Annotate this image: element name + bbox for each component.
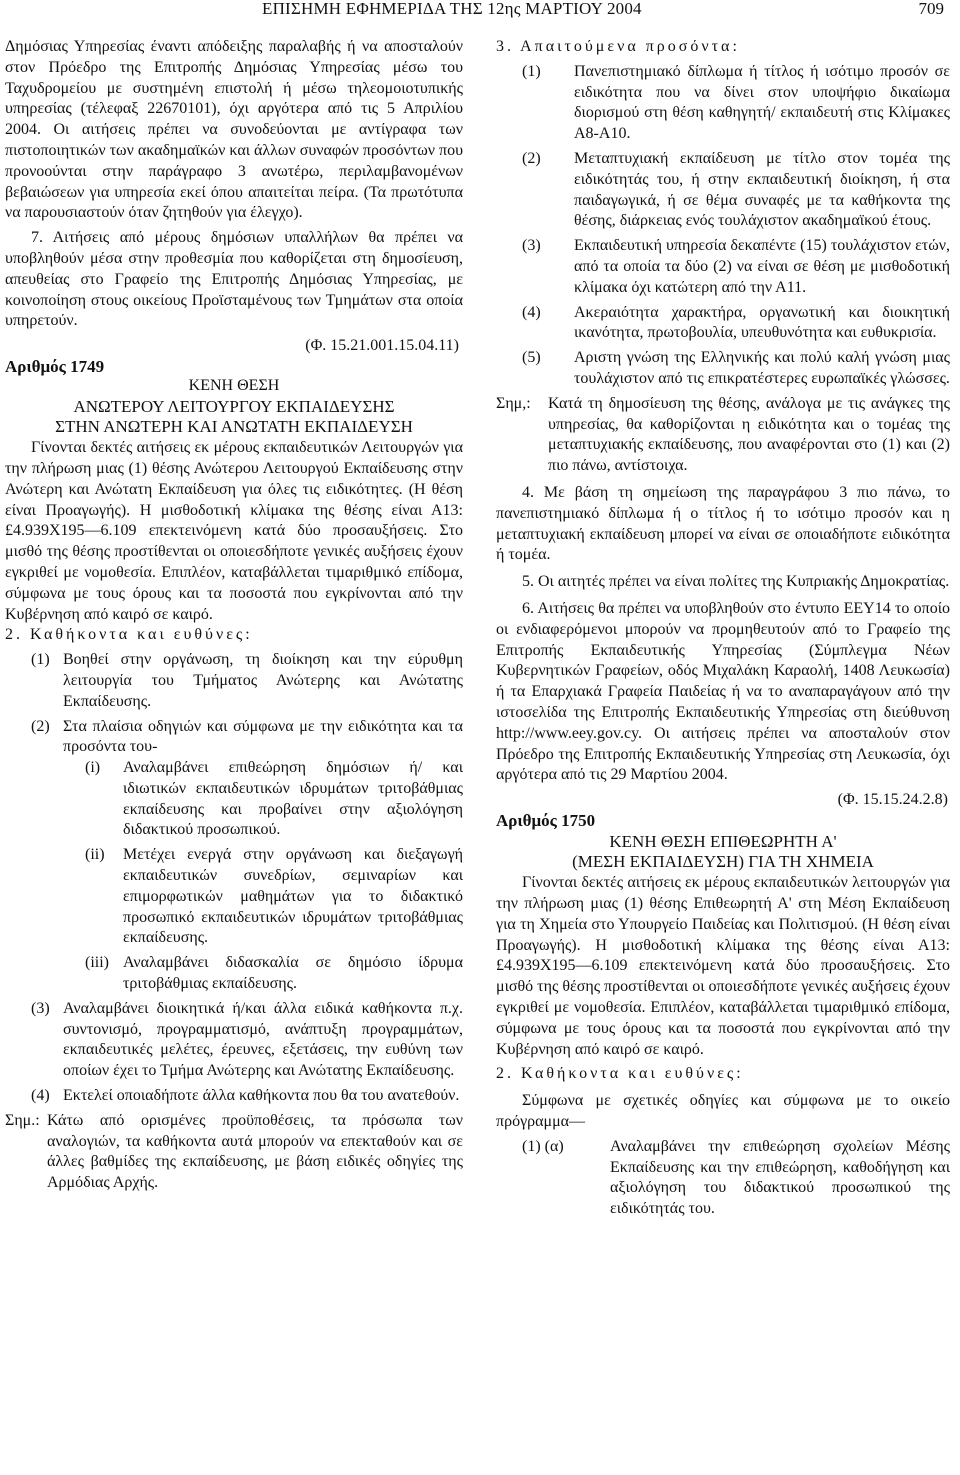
duties-heading: 2. Καθήκοντα και ευθύνες: [5, 626, 253, 644]
item-text: Αναλαμβάνει διοικητικά ή/και άλλα ειδικά καθήκοντα π.χ. συντονισμό, προγραμματισμό, ανάπτυξη προγραμμάτων, εκπαιδευτικές μελέτες, έρευνες, εξετάσεις, την ευθύνη των οποίων έχει το Τμήμα Ανώτερης και Ανώτατης Εκπαίδευσης. [63, 999, 463, 1080]
item-label: (2) [522, 149, 541, 167]
paragraph-7: 7. Αιτήσεις από μέρους δημόσιων υπαλλήλων θα πρέπει να υποβληθούν μέσα στην προθεσμία που καθορίζεται στη δημοσίευση, απευθείας στο Γραφείο της Επιτροπής Δημόσιας Υπηρεσίας, με κοινοποίηση στους οικείους Προϊσταμένους των Τμημάτων στα οποία υπηρετούν. [5, 229, 463, 330]
note-text: Κατά τη δημοσίευση της θέσης, ανάλογα με τις ανάγκες της υπηρεσίας, θα καθορίζονται η ειδικότητα και ο τομέας της μεταπτυχιακής εκπαίδευσης, που αναφέρονται στο (1) και (2) πιο πάνω, αντίστοιχα. [548, 394, 950, 475]
item-text: Εκπαιδευτική υπηρεσία δεκαπέντε (15) τουλάχιστον ετών, από τα οποία τα δύο (2) να είναι σε θέση με μισθοδοτική κλίμακα όχι κατώτερη από την Α11. [574, 237, 950, 296]
item-label: (iii) [85, 954, 109, 972]
heading-vacancy: ΚΕΝΗ ΘΕΣΗ [188, 376, 280, 394]
page-number: 709 [918, 0, 944, 18]
left-column [5, 37, 463, 1194]
duty-item [5, 717, 463, 759]
item-text: Αναλαμβάνει την επιθεώρηση σχολείων Μέσης Εκπαίδευσης και την επιθεώρηση, καθοδήγηση και αξιολόγηση του διδακτικού προσωπικού της ειδικότητάς του. [610, 1137, 950, 1218]
qualification-item [496, 62, 950, 145]
paragraph-5: 5. Οι αιτητές πρέπει να είναι πολίτες της Κυπριακής Δημοκρατίας. [522, 573, 950, 591]
qualifications-heading: 3. Απαιτούμενα προσόντα: [496, 38, 740, 55]
intro-paragraph: Γίνονται δεκτές αιτήσεις εκ μέρους εκπαιδευτικών λειτουργών για την πλήρωση μιας (1) θέσης Επιθεωρητή Α' στη Μέση Εκπαίδευση για τη Χημεία στο Υπουργείο Παιδείας και Πολιτισμού. (Η θέση είναι Προαγωγής). Η μισθοδοτική κλίμακα της θέσης είναι Α13: £4.939Χ195—6.109 επεκτεινόμενη κατά δύο προσαυξήσεις. Στο μισθό της θέσης προστίθενται οι οποιεσδήποτε γενικές αυξήσεις έχουν εγκριθεί με νομοθεσία. Επιπλέον, καταβάλλεται τιμαριθμικό επίδομα, σύμφωνα με τους όρους και τα ποσοστά που εγκρίνονται από την Κυβέρνηση από καιρό σε καιρό. [496, 874, 950, 1058]
item-text: Στα πλαίσια οδηγιών και σύμφωνα με την ειδικότητα και τα προσόντα του- [63, 717, 463, 756]
qualification-item [496, 348, 950, 390]
right-column [496, 37, 950, 1220]
item-text: Ακεραιότητα χαρακτήρα, οργανωτική και διοικητική ικανότητα, πρωτοβουλία, υπευθυνότητα και ευθυκρισία. [574, 303, 950, 342]
duties-intro: Σύμφωνα με σχετικές οδηγίες και σύμφωνα με το οικείο πρόγραμμα— [496, 1092, 950, 1131]
note [5, 1111, 463, 1194]
note-label: Σημ,: [496, 394, 531, 412]
duty-subitem [5, 845, 463, 949]
gazette-title: ΕΠΙΣΗΜΗ ΕΦΗΜΕΡΙΔΑ ΤΗΣ 12ης ΜΑΡΤΙΟΥ 2004 [262, 0, 642, 18]
file-reference: (Φ. 15.21.001.15.04.11) [305, 337, 459, 355]
item-label: (3) [31, 999, 50, 1017]
item-label: (5) [522, 349, 541, 367]
item-label: (i) [85, 759, 101, 777]
duties-heading: 2. Καθήκοντα και ευθύνες: [496, 1065, 744, 1083]
item-text: Μετέχει ενεργά στην οργάνωση και διεξαγωγή εκπαιδευτικών συνεδρίων, σεμιναρίων και επιμορφωτικών μαθημάτων για το διδακτικό προσωπικό εκπαιδευτικών ιδρυμάτων τριτοβάθμιας εκπαίδευσης. [123, 846, 463, 947]
duty-item [5, 1086, 463, 1107]
duty-item [5, 650, 463, 712]
notice-number: Αριθμός 1749 [5, 356, 105, 376]
heading-level: ΣΤΗΝ ΑΝΩΤΕΡΗ ΚΑΙ ΑΝΩΤΑΤΗ ΕΚΠΑΙΔΕΥΣΗ [55, 417, 413, 437]
item-label: (4) [522, 303, 541, 321]
note-label: Σημ.: [5, 1111, 40, 1129]
paragraph-continuation: Δημόσιας Υπηρεσίας έναντι απόδειξης παραλαβής ή να αποσταλούν στον Πρόεδρο της Επιτροπής Δημόσιας Υπηρεσίας μέσω του Ταχυδρομείου με συστημένη επιστολή ή μέσω τηλεομοιοτυπικής υπηρεσίας (τέλεφαξ 22670101), όχι αργότερα από τις 5 Απριλίου 2004. Οι αιτήσεις πρέπει να συνοδεύονται με αντίγραφα των πιστοποιητικών των ακαδημαϊκών και άλλων συναφών προσόντων που προνοούνται στην παράγραφο 3 ανωτέρω, περιλαμβανομένων βεβαιώσεων για υπηρεσία εκεί όπου απαιτείται πείρα. (Τα πρωτότυπα να παρουσιαστούν όταν ζητηθούν για έλεγχο). [5, 38, 463, 222]
duty-item [496, 1137, 950, 1220]
qualification-item [496, 149, 950, 232]
qualification-item [496, 303, 950, 345]
item-label: (2) [31, 717, 50, 735]
duty-subitem [5, 758, 463, 841]
item-text: Αναλαμβάνει διδασκαλία σε δημόσιο ίδρυμα τριτοβάθμιας εκπαίδευσης. [123, 954, 463, 993]
note [496, 394, 950, 477]
item-label: (4) [31, 1087, 50, 1105]
item-text: Εκτελεί οποιαδήποτε άλλα καθήκοντα που θα του ανατεθούν. [63, 1087, 460, 1105]
paragraph-4: 4. Με βάση τη σημείωση της παραγράφου 3 πιο πάνω, το πανεπιστημιακό δίπλωμα ή ο τίτλος ή το ισότιμο προσόν και η μεταπτυχιακή εκπαίδευση μπορεί να είναι σε οποιαδήποτε ειδικότητα ή τομέα. [496, 483, 950, 564]
item-text: Μεταπτυχιακή εκπαίδευση με τίτλο στον τομέα της ειδικότητάς του, ή στην εκπαιδευτική διοίκηση, ή στα παιδαγωγικά, ή σε θέμα συναφές με τα καθήκοντα της θέσης, διάρκειας ενός τουλάχιστον ακαδημαϊκού έτους. [574, 149, 950, 230]
item-label: (1) (α) [522, 1137, 564, 1155]
notice-number: Αριθμός 1750 [496, 810, 596, 830]
file-reference: (Φ. 15.15.24.2.8) [837, 791, 948, 809]
item-label: (1) [522, 62, 541, 80]
intro-paragraph: Γίνονται δεκτές αιτήσεις εκ μέρους εκπαιδευτικών Λειτουργών για την πλήρωση μιας (1) θέσης Ανώτερου Λειτουργού Εκπαίδευσης στην Ανώτερη και Ανώτατη Εκπαίδευση για όλες τις ειδικότητες. (Η θέση είναι Προαγωγής). Η μισθοδοτική κλίμακα της θέσης είναι Α13: £4.939Χ195—6.109 επεκτεινόμενη κατά δύο προσαυξήσεις. Στο μισθό της θέσης προστίθενται οι οποιεσδήποτε γενικές αυξήσεις έχουν εγκριθεί με νομοθεσία. Επιπλέον, καταβάλλεται τιμαριθμικό επίδομα, σύμφωνα με τους όρους και τα ποσοστά που εγκρίνονται από την Κυβέρνηση από καιρό σε καιρό. [5, 439, 463, 623]
heading-level: (ΜΕΣΗ ΕΚΠΑΙΔΕΥΣΗ) ΓΙΑ ΤΗ ΧΗΜΕΙΑ [572, 852, 874, 872]
item-text: Αναλαμβάνει επιθεώρηση δημόσιων ή/ και ιδιωτικών εκπαιδευτικών ιδρυμάτων τριτοβάθμιας εκπαίδευσης και προβαίνει στην αξιολόγηση διδακτικού προσωπικού. [123, 759, 463, 839]
duty-item [5, 999, 463, 1082]
paragraph-6: 6. Αιτήσεις θα πρέπει να υποβληθούν στο έντυπο ΕΕΥ14 το οποίο οι ενδιαφερόμενοι μπορούν να προμηθευτούν από το Γραφείο της Επιτροπής Εκπαιδευτικής Υπηρεσίας (Σύμπλεγμα Νέων Κυβερνητικών Γραφείων, οδός Μιχαλάκη Καραολή, 1408 Λευκωσία) ή τα Επαρχιακά Γραφεία Παιδείας ή να το αναπαραγάγουν από την ιστοσελίδα της Επιτροπής Εκπαιδευτικής Υπηρεσίας στη διεύθυνση http://www.eey.gov.cy. Οι αιτήσεις πρέπει να αποσταλούν στον Πρόεδρο της Επιτροπής Εκπαιδευτικής Υπηρεσίας στη Λευκωσία, όχι αργότερα από τις 29 Μαρτίου 2004. [496, 599, 950, 784]
item-label: (3) [522, 237, 541, 255]
item-label: (ii) [85, 846, 105, 864]
item-text: Πανεπιστημιακό δίπλωμα ή τίτλος ή ισότιμο προσόν σε ειδικότητα που να δίνει στον υποψήφιο δικαίωμα διορισμού στη θέση καθηγητή/ εκπαιδευτή στις Κλίμακες Α8-Α10. [574, 62, 950, 143]
note-text: Κάτω από ορισμένες προϋποθέσεις, τα πρόσωπα των αναλογιών, τα καθήκοντα αυτά μπορούν να επεκταθούν και σε άλλες βαθμίδες της εκπαίδευσης, με βάση ειδικές οδηγίες της Αρμόδιας Αρχής. [47, 1111, 463, 1192]
page-header [0, 0, 960, 24]
item-label: (1) [31, 651, 50, 669]
heading-vacancy: ΚΕΝΗ ΘΕΣΗ ΕΠΙΘΕΩΡΗΤΗ Α' [609, 831, 837, 851]
heading-position: ΑΝΩΤΕΡΟΥ ΛΕΙΤΟΥΡΓΟΥ ΕΚΠΑΙΔΕΥΣΗΣ [73, 396, 395, 416]
duty-subitem [5, 953, 463, 995]
item-text: Αριστη γνώση της Ελληνικής και πολύ καλή γνώση μιας τουλάχιστον από τις επικρατέστερες ευρωπαϊκές γλώσσες. [574, 349, 950, 387]
qualification-item [496, 236, 950, 298]
item-text: Βοηθεί στην οργάνωση, τη διοίκηση και την εύρυθμη λειτουργία του Τμήματος Ανώτερης και Ανώτατης Εκπαίδευσης. [63, 651, 463, 710]
